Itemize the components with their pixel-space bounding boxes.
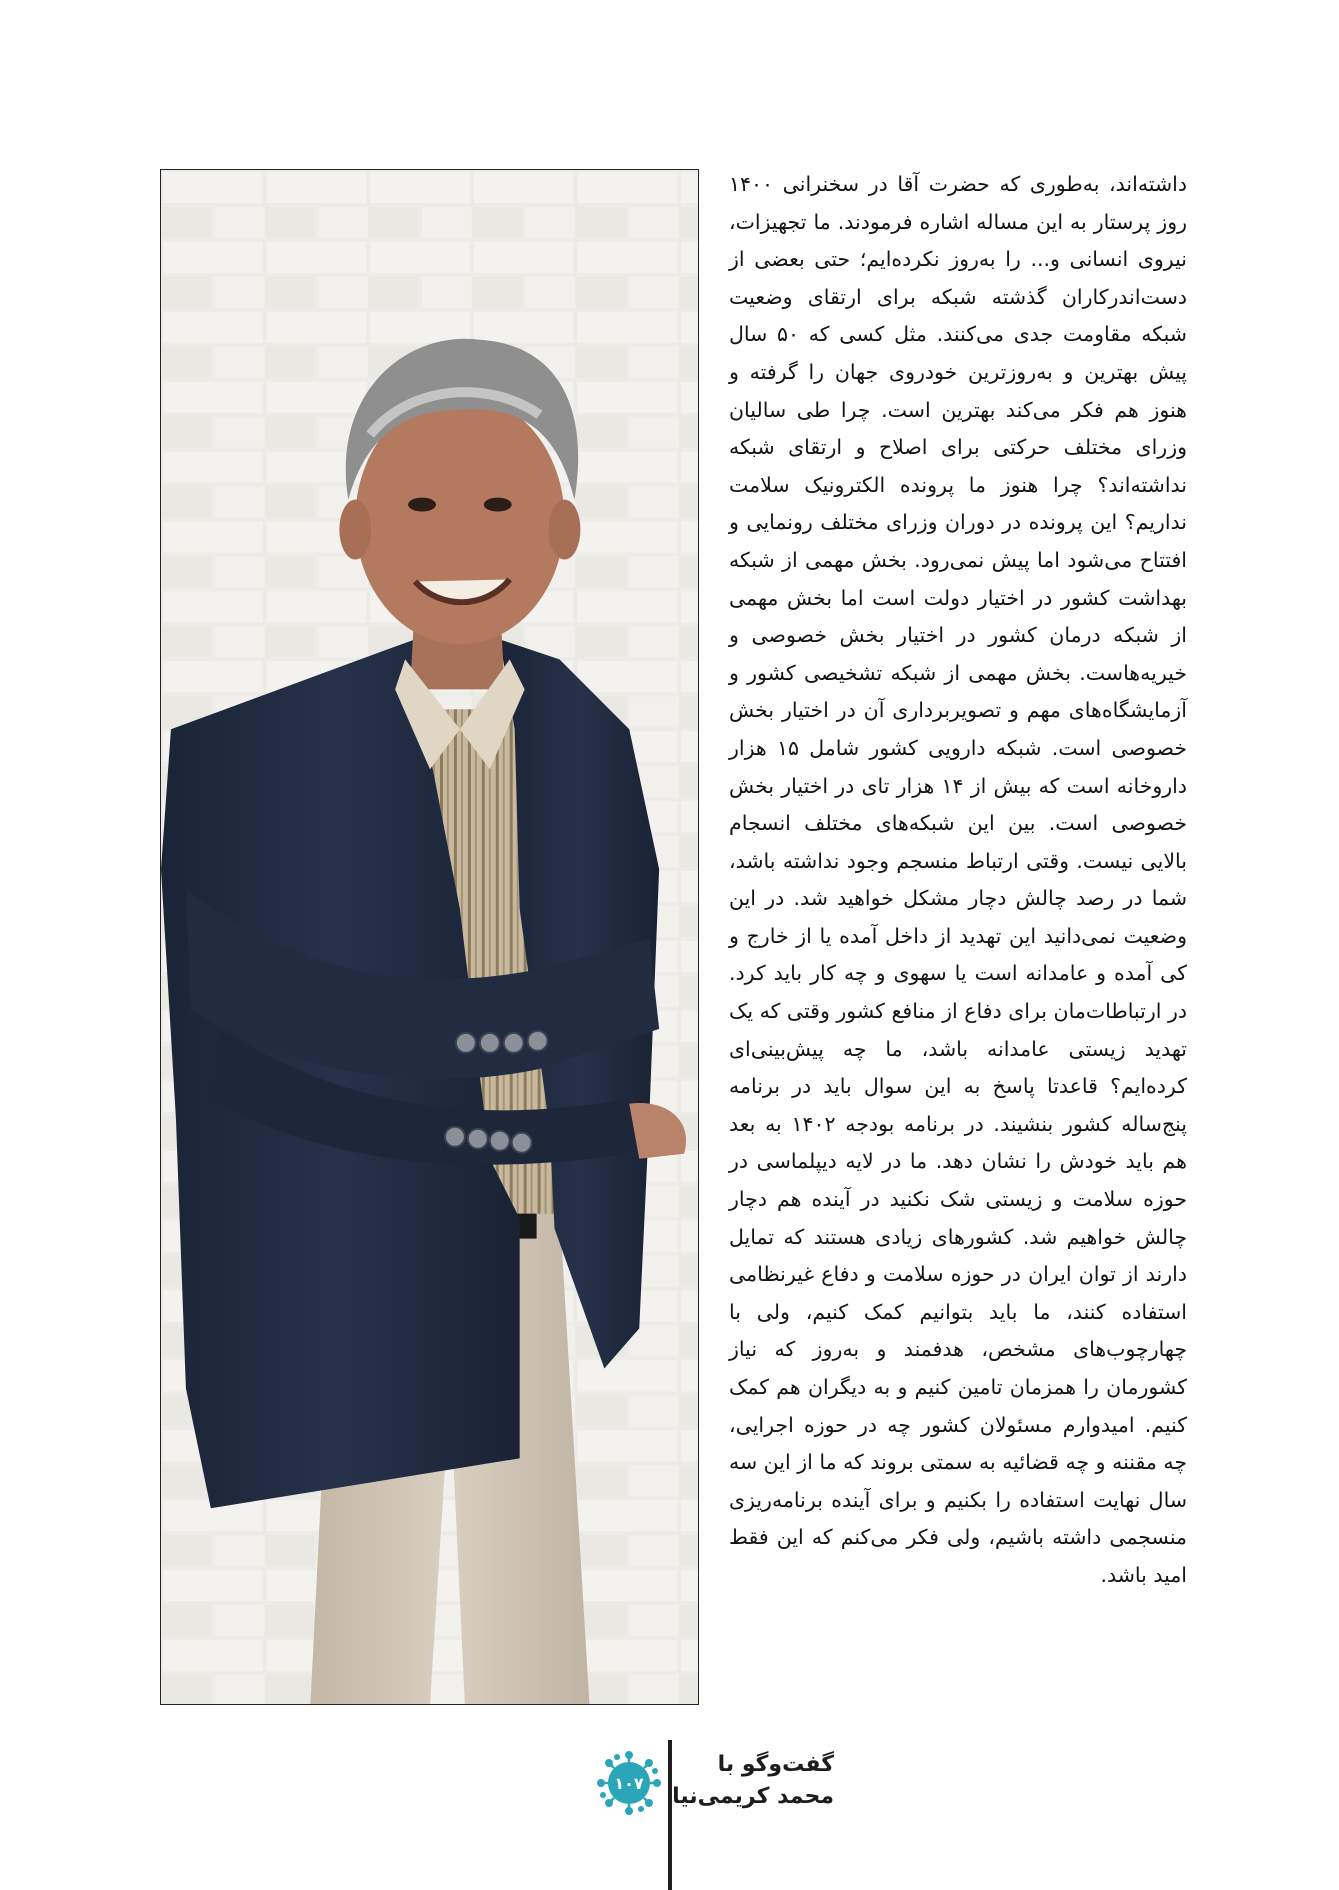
section-subtitle: محمد کریمی‌نیا xyxy=(672,1784,834,1809)
page-number: ۱۰۷ xyxy=(614,1773,644,1793)
page-footer xyxy=(0,1740,1339,1890)
portrait-photo xyxy=(160,169,699,1705)
section-title: گفت‌وگو با xyxy=(717,1752,834,1777)
article-body: داشته‌اند، به‌طوری که حضرت آقا در سخنرانی ۱۴۰۰ روز پرستار به این مساله اشاره فرمودند. ما تجهیزات، نیروی انسانی و... را به‌روز نکرده‌ایم؛ حتی بعضی از دست‌اندرکاران گذشته شبکه برای ارتقای وضعیت شبکه مقاومت جدی می‌کنند. مثل کسی که ۵۰ سال پیش بهترین و به‌روزترین خودروی جهان را گرفته و هنوز هم فکر می‌کند بهترین است. چرا طی سالیان وزرای مختلف حرکتی برای اصلاح و ارتقای شبکه نداشته‌اند؟ چرا هنوز ما پرونده الکترونیک سلامت نداریم؟ این پرونده در دوران وزرای مختلف رونمایی و افتتاح می‌شود اما پیش نمی‌رود. بخش مهمی از شبکه بهداشت کشور در اختیار دولت است اما بخش مهمی از شبکه درمان کشور در اختیار بخش خصوصی و خیریه‌هاست. بخش مهمی از شبکه تشخیصی کشور و آزمایشگاه‌های مهم و تصویربرداری آن در اختیار بخش خصوصی است. شبکه دارویی کشور شامل ۱۵ هزار داروخانه است که بیش از ۱۴ هزار تای در اختیار بخش خصوصی است. بین این شبکه‌های مختلف انسجام بالایی نیست. وقتی ارتباط منسجم وجود نداشته باشد، شما در رصد چالش دچار مشکل خواهید شد. در این وضعیت نمی‌دانید این تهدید از داخل آمده یا از خارج و کی آمده و عامدانه است یا سهوی و چه کار باید کرد. در ارتباطات‌مان برای دفاع از منافع کشور وقتی که یک تهدید زیستی عامدانه باشد، ما چه پیش‌بینی‌ای کرده‌ایم؟ قاعدتا پاسخ به این سوال باید در برنامه پنج‌ساله کشور بنشیند. در برنامه بودجه ۱۴۰۲ به بعد هم باید خودش را نشان دهد. ما در لایه دیپلماسی در حوزه سلامت و زیستی شک نکنید در آینده هم دچار چالش خواهیم شد. کشورهای زیادی هستند که تمایل دارند از توان ایران در حوزه سلامت و دفاع غیرنظامی استفاده کنند، ما باید بتوانیم کمک کنیم، ولی با چهارچوب‌های مشخص، هدفمند و به‌روز که نیاز کشورمان را همزمان تامین کنیم و به دیگران هم کمک کنیم. امیدوارم مسئولان کشور چه در حوزه اجرایی، چه مقننه و چه قضائیه به سمتی بروند که ما از این سه سال نهایت استفاده را بکنیم و برای آینده برنامه‌ریزی منسجمی داشته باشیم، ولی فکر می‌کنم که این فقط امید باشد. xyxy=(729,172,1187,1587)
footer-divider xyxy=(668,1740,672,1890)
portrait-illustration xyxy=(161,170,698,1704)
